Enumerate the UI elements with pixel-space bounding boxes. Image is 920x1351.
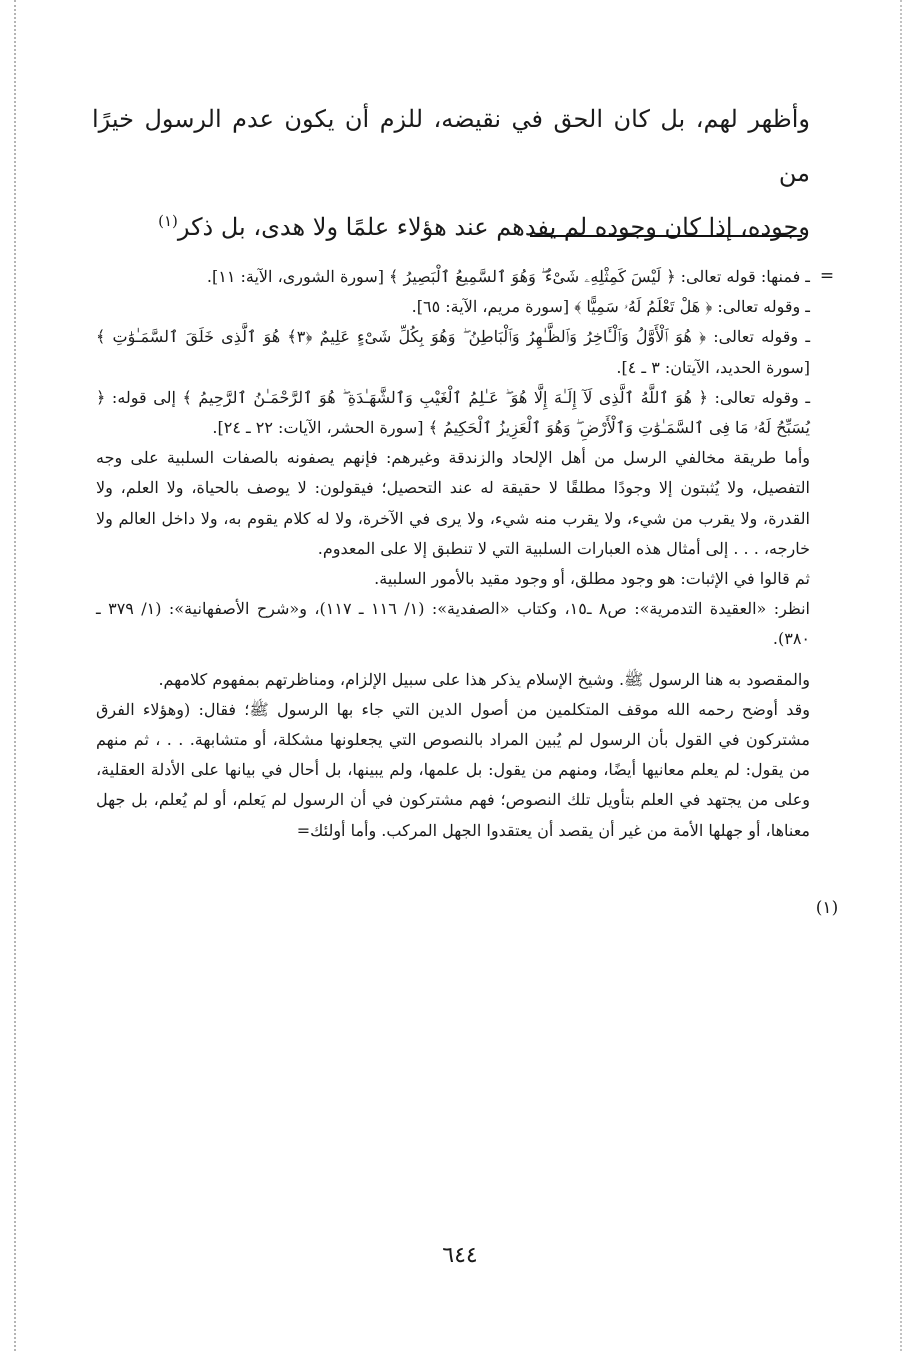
- binding-margin-dots-left: [14, 0, 16, 1351]
- footnote-paragraph-negation: وأما طريقة مخالفي الرسل من أهل الإلحاد والزندقة وغيرهم: فإنهم يصفونه بالصفات السلبية على وجه التفصيل، ولا يُثبتون إلا وجودًا مطلقًا لا حقيقة له عند التحصيل؛ فيقولون: لا يوصف بالحياة، ولا العلم، ولا القدرة، ولا يقرب من شيء، ولا يقرب منه شيء، ولا يرى في الآخرة، ولا له كلام يقوم به، ولا داخل العالم ولا خارجه، . . . إلى أمثال هذه العبارات السلبية التي لا تنطبق إلا على المعدوم.: [96, 448, 810, 558]
- footnote-continuation-mark: =: [819, 266, 835, 286]
- main-text-line-2-text: وجوده، إذا كان وجوده لم يفدهم عند هؤلاء علمًا ولا هدى، بل ذكر: [177, 213, 810, 241]
- main-text-line-2: [92, 200, 810, 254]
- footnote-verse-al-hadid: ـ وقوله تعالى: ﴿ هُوَ ٱلْأَوَّلُ وَٱلْـَٔاخِرُ وَٱلظَّـٰهِرُ وَٱلْبَاطِنُ ۖ وَهُوَ بِكُلِّ شَىْءٍ عَلِيمٌ ﴿٣﴾ هُوَ ٱلَّذِى خَلَقَ ٱلسَّمَـٰوَٰتِ ﴾ [سورة الحديد، الآيتان: ٣ ـ ٤].: [96, 327, 811, 377]
- main-text-block: [92, 92, 810, 254]
- footnote-verse-ash-shura: ـ فمنها: قوله تعالى: ﴿ لَيْسَ كَمِثْلِهِۦ شَىْءٌ ۖ وَهُوَ ٱلسَّمِيعُ ٱلْبَصِيرُ ﴾ [سورة الشورى، الآية: ١١].: [206, 267, 810, 286]
- footnote-reference-1: (١): [158, 212, 178, 230]
- footnote-1-number: (١): [815, 898, 839, 918]
- footnote-separator-rule: [530, 235, 802, 237]
- footnote-paragraph-affirmation: ثم قالوا في الإثبات: هو وجود مطلق، أو وجود مقيد بالأمور السلبية.: [374, 569, 810, 589]
- footnote-references: انظر: «العقيدة التدمرية»: ص٨ ـ١٥، وكتاب «الصفدية»: (١/ ١١٦ ـ ١١٧)، و«شرح الأصفهانية»: (١/ ٣٧٩ ـ ٣٨٠).: [96, 599, 810, 649]
- footnote-verse-al-hashr: ـ وقوله تعالى: ﴿ هُوَ ٱللَّهُ ٱلَّذِى لَآ إِلَـٰهَ إِلَّا هُوَ ۖ عَـٰلِمُ ٱلْغَيْبِ وَٱلشَّهَـٰدَةِ ۖ هُوَ ٱلرَّحْمَـٰنُ ٱلرَّحِيمُ ﴾ إلى قوله: ﴿ يُسَبِّحُ لَهُۥ مَا فِى ٱلسَّمَـٰوَٰتِ وَٱلْأَرْضِ ۖ وَهُوَ ٱلْعَزِيزُ ٱلْحَكِيمُ ﴾ [سورة الحشر، الآيات: ٢٢ ـ ٢٤].: [96, 387, 810, 438]
- footnote-1-paragraph-a: والمقصود به هنا الرسول ﷺ. وشيخ الإسلام يذكر هذا على سبيل الإلزام، ومناظرتهم بمفهوم كلامهم.: [158, 669, 810, 689]
- footnote-verse-maryam: ـ وقوله تعالى: ﴿ هَلْ تَعْلَمُ لَهُۥ سَمِيًّا ﴾ [سورة مريم، الآية: ٦٥].: [411, 297, 810, 317]
- binding-margin-dots-right: [900, 0, 902, 1351]
- main-text-line-1: وأظهر لهم، بل كان الحق في نقيضه، للزم أن يكون عدم الرسول خيرًا من: [92, 105, 810, 187]
- footnote-1-paragraph-b: وقد أوضح رحمه الله موقف المتكلمين من أصول الدين التي جاء بها الرسول ﷺ؛ فقال: (وهؤلاء الفرق مشتركون في القول بأن الرسول لم يُبين المراد بالنصوص التي يجعلونها مشكلة، أو متشابهة. . . ، ثم منهم من يقول: لم يعلم معانيها أيضًا، ومنهم من يقول: بل علمها، ولم يبينها، بل أحال في بيانها على الأدلة العقلية، وعلى من يجتهد في العلم بتأويل تلك النصوص؛ فهم مشتركون في أن الرسول لم يَعلم، أو لم يُعلم، بل جهل معناها، أو جهلها الأمة من غير أن يقصد أن يعتقدوا الجهل المركب. وأما أولئك=: [96, 699, 810, 840]
- footnotes-block: [96, 262, 810, 846]
- page-number: ٦٤٤: [442, 1243, 478, 1268]
